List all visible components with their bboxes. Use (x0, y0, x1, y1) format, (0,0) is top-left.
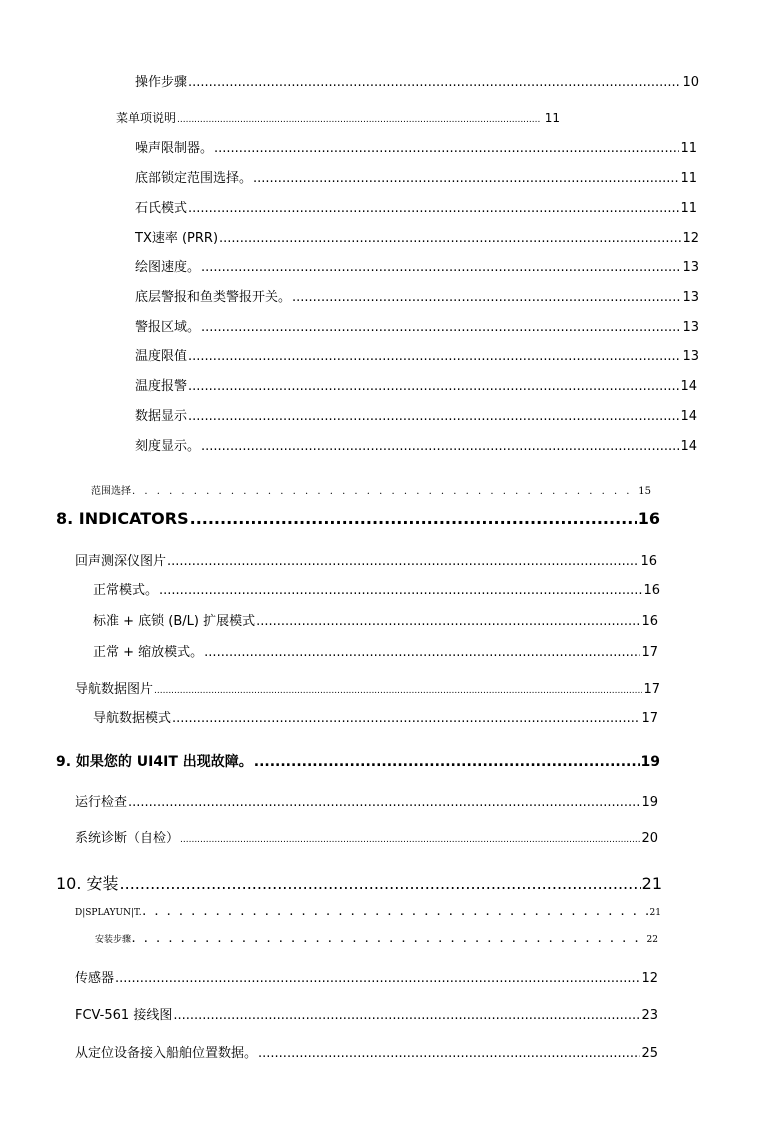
toc-entry-title: 安装步骤 (95, 935, 132, 945)
toc-chapter[interactable] (56, 509, 660, 528)
toc-entry-title: 底层警报和鱼类警报开关。 (135, 290, 292, 305)
toc-entry-page: 17 (641, 645, 658, 660)
toc-entry-title: TX速率 (PRR) (135, 231, 219, 246)
toc-entry-page: 25 (641, 1046, 658, 1061)
dot-leader (188, 409, 679, 424)
dot-leader (115, 971, 640, 986)
dot-leader (190, 509, 637, 528)
toc-entry[interactable] (135, 435, 697, 454)
toc-entry-title: 传感器 (75, 971, 115, 986)
toc-entry[interactable] (75, 550, 657, 569)
toc-entry[interactable] (75, 908, 661, 918)
toc-entry-title: 温度报警 (135, 379, 188, 394)
toc-entry[interactable] (93, 579, 660, 598)
dot-leader (201, 439, 679, 454)
toc-entry[interactable] (135, 405, 697, 424)
toc-entry-title: 底部锁定范围选择。 (135, 171, 253, 186)
toc-entry-title: 范围选择 (91, 486, 131, 497)
toc-entry-title: 正常 + 缩放模式。 (93, 645, 204, 660)
dot-leader (172, 711, 640, 726)
toc-entry[interactable] (135, 256, 699, 275)
toc-entry[interactable] (135, 286, 699, 305)
dot-leader (167, 554, 639, 569)
toc-entry[interactable] (135, 345, 699, 364)
dot-leader (201, 320, 681, 335)
toc-entry[interactable] (135, 227, 699, 246)
toc-entry-page: 12 (641, 971, 658, 986)
dot-leader (256, 614, 640, 629)
dot-leader (132, 486, 637, 497)
toc-entry-title: 标准 + 底锁 (B/L) 扩展模式 (93, 614, 256, 629)
toc-entry-page: 16 (641, 614, 658, 629)
toc-entry-title: FCV-561 接线图 (75, 1008, 173, 1023)
toc-entry-page: 14 (680, 439, 697, 454)
dot-leader (120, 874, 641, 893)
toc-entry-page: 16 (640, 554, 657, 569)
toc-entry-title: 操作步骤 (135, 75, 188, 90)
toc-entry[interactable] (135, 137, 697, 156)
toc-entry-title: 正常模式。 (93, 583, 159, 598)
toc-entry-page: 11 (544, 111, 560, 125)
dot-leader (292, 290, 681, 305)
toc-entry-title: 石氏模式 (135, 201, 188, 216)
toc-entry-page: 11 (680, 141, 697, 156)
toc-entry-title: 警报区域。 (135, 320, 201, 335)
toc-entry-title: 数据显示 (135, 409, 188, 424)
dot-leader (132, 935, 646, 945)
toc-entry-page: 17 (643, 682, 660, 697)
toc-entry-title: 导航数据图片 (75, 682, 154, 697)
toc-entry-page: 22 (646, 935, 658, 945)
toc-entry-title: 运行检查 (75, 795, 128, 810)
dot-leader (180, 835, 640, 845)
toc-entry-page: 23 (641, 1008, 658, 1023)
dot-leader (254, 754, 640, 770)
dot-leader (143, 908, 649, 918)
dot-leader (177, 115, 540, 125)
toc-entry-title: 刻度显示。 (135, 439, 201, 454)
toc-entry-page: 14 (680, 409, 697, 424)
toc-entry-page: 10 (682, 75, 699, 90)
toc-entry-title: 噪声限制器。 (135, 141, 214, 156)
toc-entry-page: 16 (643, 583, 660, 598)
dot-leader (173, 1008, 640, 1023)
toc-entry-page: 16 (637, 509, 660, 528)
toc-entry[interactable] (93, 641, 658, 660)
toc-entry-page: 19 (640, 754, 660, 770)
toc-entry-page: 14 (680, 379, 697, 394)
toc-entry[interactable] (75, 1042, 658, 1061)
toc-entry[interactable] (95, 932, 658, 945)
toc-entry[interactable] (116, 109, 560, 126)
dot-leader (204, 645, 640, 660)
toc-entry-title: 9. 如果您的 UI4IT 出现故障。 (56, 754, 253, 770)
toc-entry-page: 21 (641, 874, 662, 893)
toc-chapter[interactable] (56, 871, 662, 894)
toc-entry[interactable] (135, 71, 699, 90)
toc-entry-page: 12 (682, 231, 699, 246)
dot-leader (258, 1046, 640, 1061)
toc-entry-page: 13 (682, 320, 699, 335)
toc-entry-page: 11 (680, 201, 697, 216)
toc-entry-page: 11 (680, 171, 697, 186)
toc-entry[interactable] (93, 707, 658, 726)
toc-entry[interactable] (91, 482, 651, 497)
toc-entry-page: 17 (641, 711, 658, 726)
toc-entry-title: 回声测深仪图片 (75, 554, 167, 569)
toc-entry-title: 系统诊断（自检） (75, 831, 180, 846)
toc-entry-page: 15 (638, 486, 651, 497)
toc-entry-title: 绘图速度。 (135, 260, 201, 275)
dot-leader (219, 231, 681, 246)
toc-entry[interactable] (75, 1004, 658, 1023)
dot-leader (253, 171, 679, 186)
dot-leader (159, 583, 642, 598)
toc-entry-page: 13 (682, 349, 699, 364)
dot-leader (188, 75, 681, 90)
dot-leader (201, 260, 681, 275)
toc-entry-title: 10. 安装 (56, 874, 119, 893)
toc-entry[interactable] (135, 197, 697, 216)
toc-entry[interactable] (135, 375, 697, 394)
toc-entry-page: 13 (682, 260, 699, 275)
toc-entry-page: 20 (641, 831, 658, 846)
toc-entry-title: D|SPLAYUN|T. (75, 908, 142, 918)
dot-leader (188, 349, 681, 364)
toc-entry-page: 21 (649, 908, 661, 918)
toc-entry-title: 8. INDICATORS (56, 509, 189, 528)
dot-leader (128, 795, 640, 810)
toc-chapter[interactable] (56, 751, 660, 771)
toc-entry-title: 温度限值 (135, 349, 188, 364)
dot-leader (214, 141, 679, 156)
toc-entry-page: 19 (641, 795, 658, 810)
toc-entry-title: 导航数据模式 (93, 711, 172, 726)
toc-entry-page: 13 (682, 290, 699, 305)
toc-entry[interactable] (93, 610, 658, 629)
dot-leader (188, 379, 679, 394)
toc-entry[interactable] (75, 791, 658, 810)
toc-entry[interactable] (75, 967, 658, 986)
toc-entry[interactable] (135, 316, 699, 335)
dot-leader (188, 201, 679, 216)
toc-entry-title: 从定位设备接入船舶位置数据。 (75, 1046, 258, 1061)
toc-entry[interactable] (75, 678, 660, 697)
toc-entry[interactable] (75, 827, 658, 846)
toc-entry[interactable] (135, 167, 697, 186)
dot-leader (154, 686, 642, 696)
toc-entry-title: 菜单项说明 (116, 111, 177, 125)
